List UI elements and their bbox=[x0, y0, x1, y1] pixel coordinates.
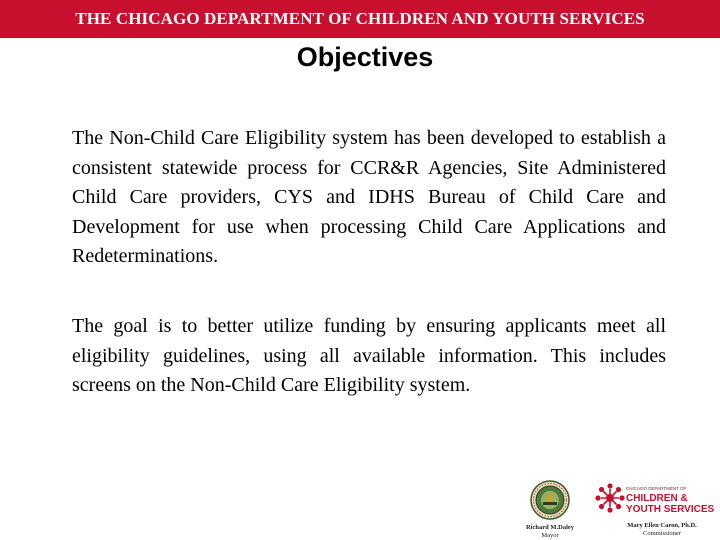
header-banner bbox=[0, 0, 720, 38]
commissioner-title: Commissioner bbox=[643, 530, 681, 537]
dept-logo-line-2: YOUTH SERVICES bbox=[626, 504, 715, 515]
dept-logo-small-text: CHICAGO DEPARTMENT OF bbox=[626, 486, 687, 491]
dept-logo-line-1: CHILDREN & bbox=[626, 493, 688, 504]
page-title: Objectives bbox=[296, 42, 434, 72]
objective-paragraph-1: The Non-Child Care Eligibility system has been developed to establish a consistent statewide process for CCR&R Agencies, Site Administered Child Care providers, CYS and IDHS Bureau of Child Care and Development for use when processing Child Care Applications and Redeterminations. bbox=[72, 127, 666, 267]
footer-logos bbox=[500, 478, 720, 540]
commissioner-name: Mary Ellen Caron, Ph.D. bbox=[627, 522, 697, 529]
mayor-name: Richard M.Daley bbox=[525, 524, 575, 531]
commissioner-caption bbox=[612, 522, 712, 538]
mayor-title: Mayor bbox=[541, 532, 559, 539]
star-emblem-icon bbox=[594, 482, 626, 514]
mayor-seal-block bbox=[510, 478, 590, 540]
city-seal-icon bbox=[530, 480, 570, 520]
objective-paragraph-2: The goal is to better utilize funding by ensuring applicants meet all eligibility guidelines, using all available information. This includes screens on the Non-Child Care Eligibility system. bbox=[72, 315, 666, 396]
banner-title: THE CHICAGO DEPARTMENT OF CHILDREN AND YOUTH SERVICES bbox=[75, 9, 645, 28]
